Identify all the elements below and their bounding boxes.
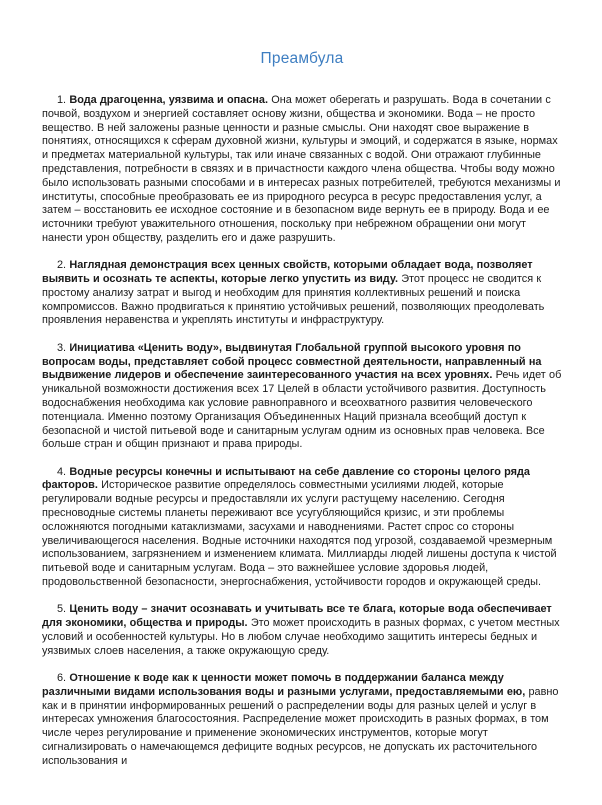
paragraph-4 (42, 466, 562, 590)
paragraph-2 (42, 259, 562, 328)
paragraph-6-body: равно как и в принятии информированных решений о распределении воды для разных целей и услуг в интересах умножения благосостояния. Распределение может происходить в разных формах, в том числе через регулирование и применение экономических инструментов, которые могут сигнализировать о намечающемся дефиците водных ресурсов, не допускать их расточительного использования и (42, 685, 559, 767)
paragraph-5-body: Это может происходить в разных формах, с учетом местных условий и особенностей культуры. Но в любом случае необходимо защитить интересы бедных и уязвимых слоев населения, а также окружающую среду. (42, 617, 560, 657)
paragraph-5-number: 5. (57, 603, 67, 616)
paragraph-4-lead: Водные ресурсы конечны и испытывают на себе давление со стороны целого ряда факторов. (42, 465, 530, 492)
paragraph-1-lead: Вода драгоценна, уязвима и опасна. (69, 94, 268, 106)
paragraph-1-number: 1. (57, 94, 67, 106)
paragraph-3 (42, 342, 562, 452)
paragraph-5 (42, 603, 562, 658)
paragraph-4-number: 4. (57, 465, 67, 478)
paragraph-2-number: 2. (57, 259, 67, 272)
paragraph-3-number: 3. (57, 341, 67, 354)
paragraph-2-lead: Наглядная демонстрация всех ценных свойств, которыми обладает вода, позволяет выявить и осознать те аспекты, которые легко упустить из виду. (42, 259, 533, 286)
paragraph-4-body: Историческое развитие определялось совместными усилиями людей, которые регулировали водные ресурсы и предоставляли их услуги растущему населению. Сегодня пресноводные системы планеты переживают все усугубляющийся кризис, и эти проблемы осложняются погодными катаклизмами, засухами и наводнениями. Растет спрос со стороны увеличивающегося населения. Водные источники находятся под угрозой, создаваемой чрезмерным использованием, загрязнением и изменением климата. Миллиарды людей лишены доступа к чистой питьевой воде и санитарным услугам. Вода – это важнейшее условие здоровья людей, продовольственной безопасности, энергоснабжения, устойчивости городов и окружающей среды. (42, 479, 557, 588)
paragraph-6-number: 6. (57, 671, 67, 684)
paragraph-6 (42, 672, 562, 769)
paragraph-1-body: Она может оберегать и разрушать. Вода в сочетании с почвой, воздухом и энергией составляет основу жизни, общества и экономики. Вода – не просто вещество. В ней заложены разные ценности и разные смыслы. Они находят свое выражение в понятиях, относящихся к сферам духовной жизни, культуры и эмоций, и содержатся в языке, нормах и предметах материальной культуры, так или иначе связанных с водой. Они отражают глубинные представления, потребности в связях и в причастности каждого члена общества. Чтобы воду можно было использовать разными способами и в интересах разных потребителей, требуются механизмы и институты, способные преобразовать ее из природного ресурса в ресурс предоставления услуг, а затем – восстановить ее исходное состояние и в безопасном виде вернуть ее в природу. Вода и ее источники требуют уважительного отношения, поскольку при небрежном обращении они могут нанести урон обществу, разделить его и даже разрушить. (42, 94, 561, 244)
paragraph-5-lead: Ценить воду – значит осознавать и учитывать все те блага, которые вода обеспечивает для экономики, общества и природы. (42, 603, 552, 630)
paragraph-6-lead: Отношение к воде как к ценности может помочь в поддержании баланса между различными видами использования воды и разными услугами, предоставляемыми ею, (42, 671, 526, 698)
paragraph-3-body: Речь идет об уникальной возможности достижения всех 17 Целей в области устойчивого развития. Доступность водоснабжения необходима как условие равноправного и всеохватного развития человеческого потенциала. Именно поэтому Организация Объединенных Наций признала всеобщий доступ к безопасной и чистой питьевой воде и санитарным услугам одним из основных прав человека. Все больше стран и общин признают и права природы. (42, 369, 562, 451)
paragraph-3-lead: Инициатива «Ценить воду», выдвинутая Глобальной группой высокого уровня по вопросам воды, представляет собой процесс совместной деятельности, направленный на выдвижение лидеров и обеспечение заинтересованного участия на всех уровнях. (42, 341, 542, 382)
paragraph-1 (42, 94, 562, 246)
paragraph-2-body: Этот процесс не сводится к простому анализу затрат и выгод и необходим для принятия коллективных решений и поиска компромиссов. Важно продвигаться к принятию устойчивых решений, позволяющих преодолевать проявления неравенства и укреплять институты и инфраструктуру. (42, 273, 545, 327)
page-title: Преамбула (260, 50, 344, 67)
